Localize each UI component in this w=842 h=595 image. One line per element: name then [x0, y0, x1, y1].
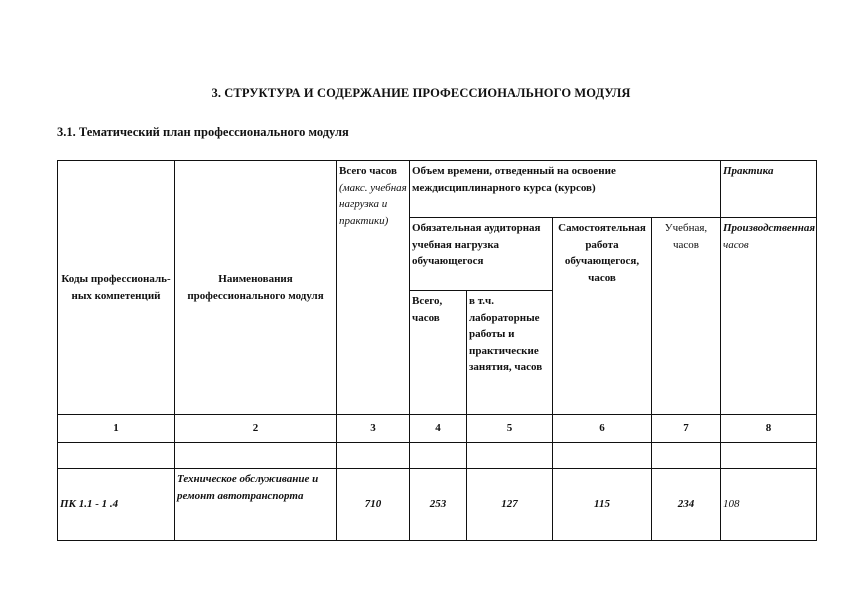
- column-number-5: 5: [467, 415, 553, 443]
- thematic-plan-table: [57, 160, 817, 541]
- row-independent: 115: [553, 469, 652, 541]
- row-educational: 234: [652, 469, 721, 541]
- header-educational-practice: Учебная, часов: [652, 218, 721, 415]
- empty-cell: [652, 443, 721, 469]
- row-lab: 127: [467, 469, 553, 541]
- column-number-2: 2: [175, 415, 337, 443]
- header-production-title: Производственная: [723, 222, 816, 234]
- column-number-6: 6: [553, 415, 652, 443]
- empty-row: [58, 443, 817, 469]
- header-total-note: (макс. учебная нагрузка и практики): [339, 181, 407, 227]
- row-production: 108: [721, 469, 817, 541]
- header-module-name: Наименования профессионального модуля: [175, 161, 337, 415]
- header-total-hours: [337, 161, 410, 415]
- row-total: 710: [337, 469, 410, 541]
- header-all-hours: Всего, часов: [410, 291, 467, 415]
- column-number-1: 1: [58, 415, 175, 443]
- header-codes: Коды профессиональ-ных компетенций: [58, 161, 175, 415]
- column-number-3: 3: [337, 415, 410, 443]
- empty-cell: [58, 443, 175, 469]
- header-total-title: Всего часов: [339, 165, 397, 177]
- header-production-practice: [721, 218, 817, 415]
- row-all-hours: 253: [410, 469, 467, 541]
- empty-cell: [175, 443, 337, 469]
- table-row: [58, 469, 817, 541]
- header-independent-work: Самостоятельная работа обучающегося, часов: [553, 218, 652, 415]
- header-practice: Практика: [721, 161, 817, 218]
- empty-cell: [467, 443, 553, 469]
- row-code: ПК 1.1 - 1 .4: [58, 469, 175, 541]
- empty-cell: [553, 443, 652, 469]
- column-number-8: 8: [721, 415, 817, 443]
- empty-cell: [337, 443, 410, 469]
- row-module-name: Техническое обслуживание и ремонт автотранспорта: [175, 469, 337, 541]
- column-number-4: 4: [410, 415, 467, 443]
- empty-cell: [410, 443, 467, 469]
- header-production-unit: часов: [723, 238, 749, 251]
- column-number-7: 7: [652, 415, 721, 443]
- empty-cell: [721, 443, 817, 469]
- section-title: 3.1. Тематический план профессионального модуля: [57, 125, 349, 139]
- page-title: 3. СТРУКТУРА И СОДЕРЖАНИЕ ПРОФЕССИОНАЛЬНОГО МОДУЛЯ: [211, 86, 631, 100]
- header-volume: Объем времени, отведенный на освоение междисциплинарного курса (курсов): [410, 161, 721, 218]
- header-mandatory-load: Обязательная аудиторная учебная нагрузка обучающегося: [410, 218, 553, 291]
- header-lab-work: в т.ч. лабораторные работы и практические занятия, часов: [467, 291, 553, 415]
